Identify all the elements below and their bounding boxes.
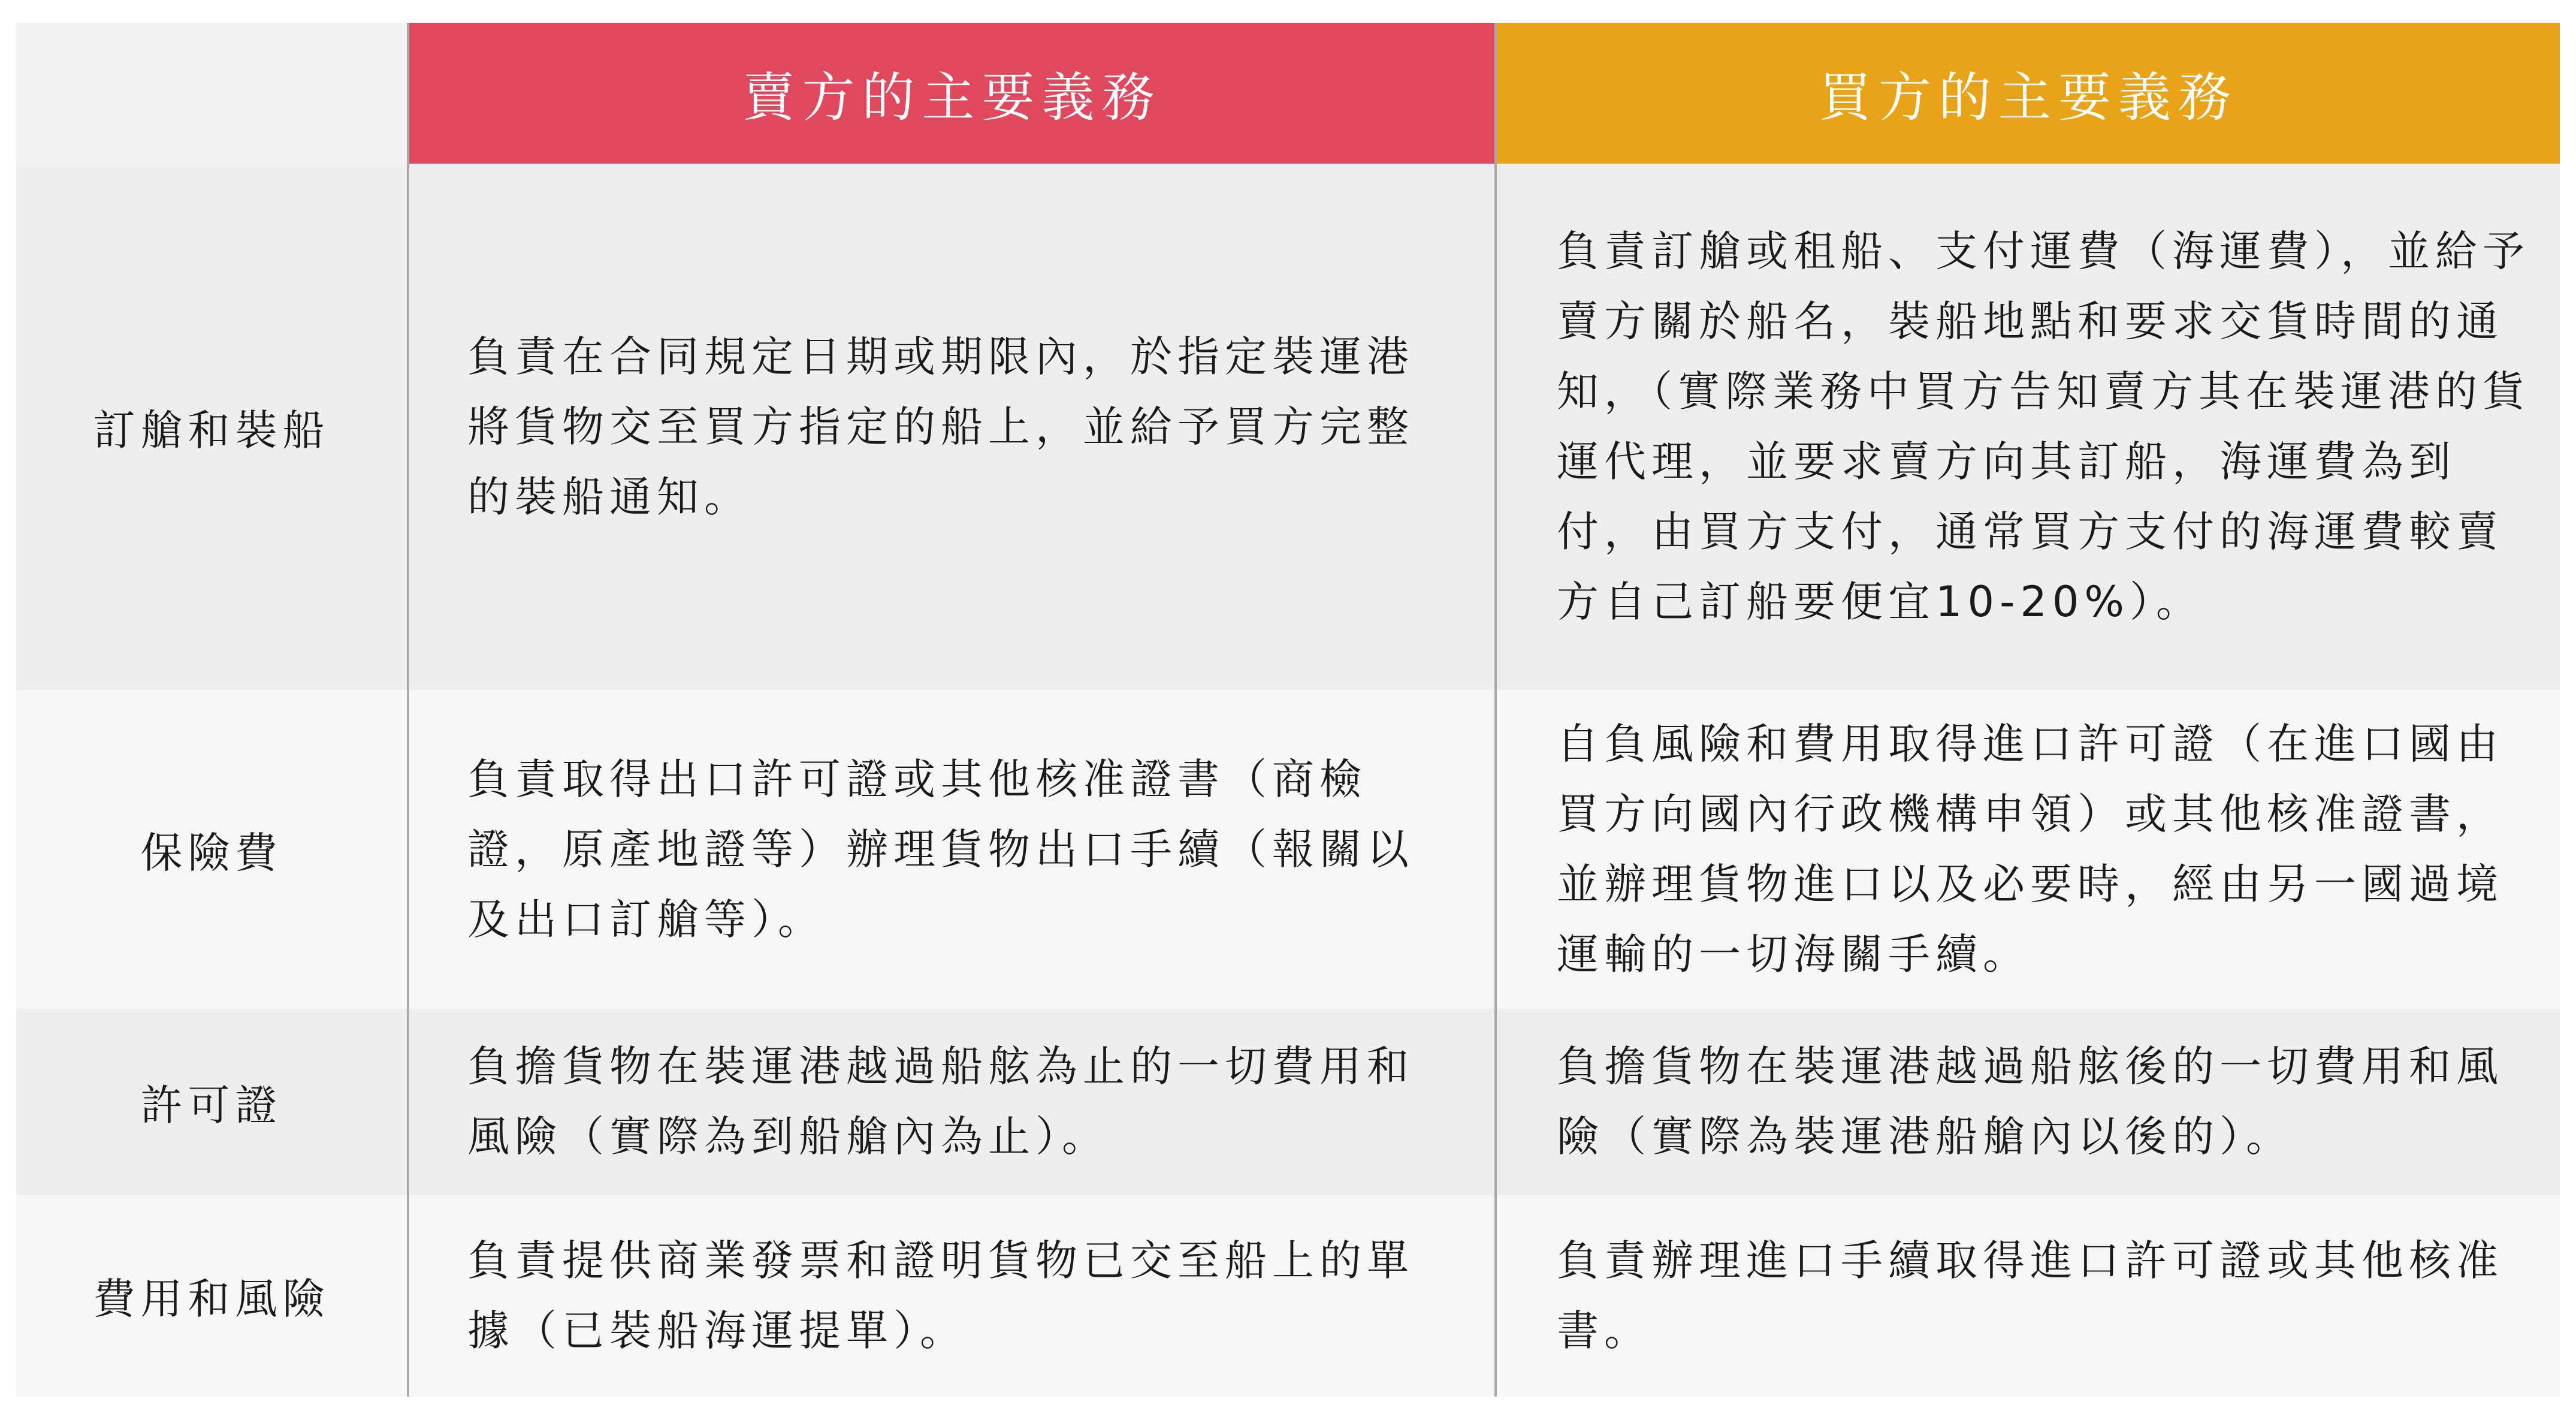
buyer-text-license: 負擔貨物在裝運港越過船舷後的一切費用和風險（實際為裝運港船艙內以後的）。 <box>1557 1042 2503 1161</box>
row-label-insurance: 保險費 <box>16 690 407 1009</box>
seller-cell-costs-risks <box>407 1195 1494 1397</box>
buyer-cell-costs-risks <box>1494 1195 2560 1397</box>
buyer-text-costs-risks: 負責辦理進口手續取得進口許可證或其他核准書。 <box>1557 1235 2503 1355</box>
seller-cell-license <box>407 1009 1494 1195</box>
seller-text-costs-risks: 負責提供商業發票和證明貨物已交至船上的單據（已裝船海運提單）。 <box>467 1235 1414 1355</box>
header-buyer-obligations: 買方的主要義務 <box>1494 23 2560 164</box>
seller-cell-insurance <box>407 690 1494 1009</box>
seller-text-insurance: 負責取得出口許可證或其他核准證書（商檢證，原產地證等）辦理貨物出口手續（報關以及出口訂艙等）。 <box>467 754 1414 944</box>
header-seller-obligations: 賣方的主要義務 <box>407 23 1494 164</box>
row-label-costs-risks: 費用和風險 <box>16 1195 407 1397</box>
seller-text-license: 負擔貨物在裝運港越過船舷為止的一切費用和風險（實際為到船艙內為止）。 <box>467 1042 1414 1161</box>
buyer-cell-insurance <box>1494 690 2560 1009</box>
header-corner-cell <box>16 23 407 164</box>
buyer-cell-license <box>1494 1009 2560 1195</box>
row-label-license: 許可證 <box>16 1009 407 1195</box>
buyer-text-booking-loading: 負責訂艙或租船、支付運費（海運費），並給予賣方關於船名，裝船地點和要求交貨時間的通知，（實際業務中買方告知賣方其在裝運港的貨運代理，並要求賣方向其訂船，海運費為到付，由買方支付，通常買方支付的海運費較賣方自己訂船要便宜10-20%）。 <box>1557 227 2530 626</box>
row-label-booking-loading: 訂艙和裝船 <box>16 164 407 690</box>
seller-text-booking-loading: 負責在合同規定日期或期限內，於指定裝運港將貨物交至買方指定的船上，並給予買方完整的裝船通知。 <box>467 331 1414 521</box>
obligations-table <box>16 23 2560 1397</box>
buyer-text-insurance: 自負風險和費用取得進口許可證（在進口國由買方向國內行政機構申領）或其他核准證書，並辦理貨物進口以及必要時，經由另一國過境運輸的一切海關手續。 <box>1557 719 2503 979</box>
buyer-cell-booking-loading <box>1494 164 2560 690</box>
seller-cell-booking-loading <box>407 164 1494 690</box>
